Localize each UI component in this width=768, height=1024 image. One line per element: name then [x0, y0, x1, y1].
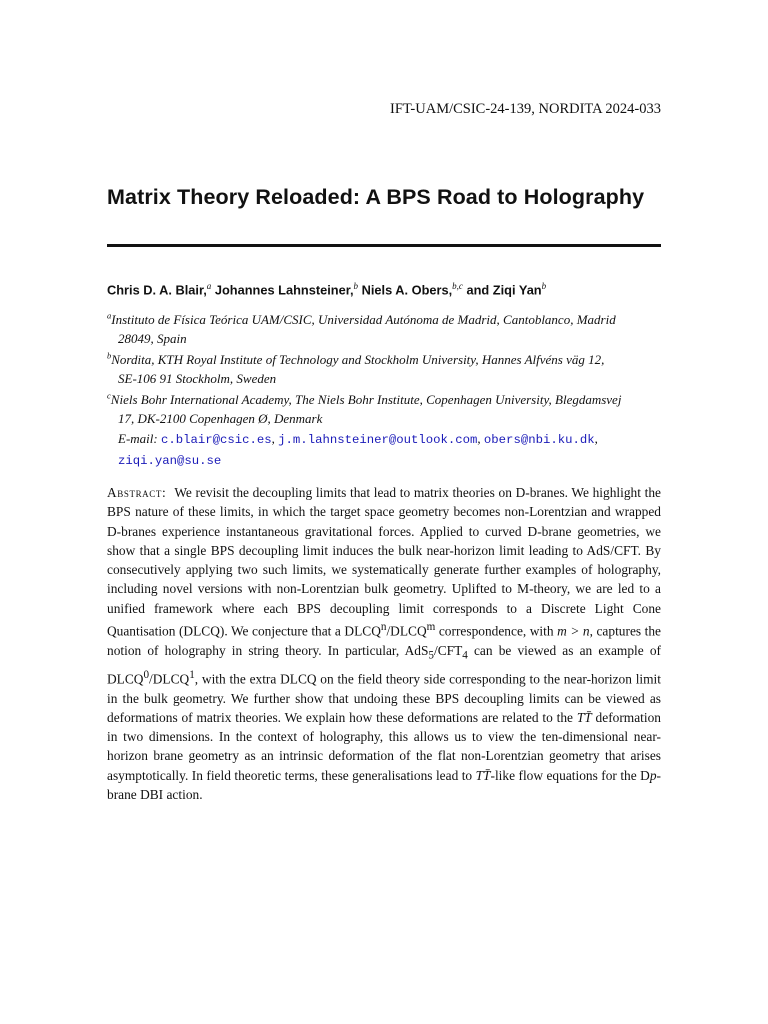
abstract — [107, 483, 661, 804]
abstract-text: , with the extra DLCQ on the field theory side corresponding to the near-horizon limit in the bulk geometry. We further show that undoing these BPS decoupling limits can be viewed as deformations of matrix theories. We explain how these deformations are related to the — [107, 671, 661, 725]
email-block: E-mail: c.blair@csic.es, j.m.lahnsteiner@outlook.com, obers@nbi.ku.dk, ziqi.yan@su.se — [118, 431, 598, 468]
affiliation-line: Instituto de Física Teórica UAM/CSIC, Universidad Autónoma de Madrid, Cantoblanco, Madrid — [111, 312, 616, 327]
author-affil-mark: b — [541, 281, 547, 291]
abstract-text: We revisit the decoupling limits that lead to matrix theories on D-branes. We highlight the BPS nature of these limits, in which the target space geometry becomes non-Lorentzian and wrapped D-branes experience instantaneous gravitational forces. Applied to curved D-brane geometries, we show that a single BPS decoupling limit induces the bulk near-horizon limit leading to AdS/CFT. By consecutively applying two such limits, we systematically generate further examples of holography, including novel versions with non-Lorentzian bulk geometry. Uplifted to M-theory, we are led to a unified framework where each BPS decoupling limit corresponds to a Discrete Light Cone Quantisation (DLCQ). We conjecture that a DLCQ — [107, 485, 661, 639]
abstract-math: p — [649, 767, 657, 783]
abstract-math: TT̄ — [576, 709, 592, 725]
abstract-heading: Abstract: — [107, 485, 167, 500]
abstract-text: -like flow equations for the D — [490, 767, 650, 783]
abstract-math: n — [380, 621, 387, 634]
abstract-math: m > n — [557, 623, 590, 639]
email-label: E-mail: — [118, 431, 158, 446]
paper-title: Matrix Theory Reloaded: A BPS Road to Holography — [107, 185, 645, 209]
affiliation-line: Niels Bohr International Academy, The Niels Bohr Institute, Copenhagen University, Blegdamsvej — [110, 392, 622, 407]
author-affil-mark: b,c — [452, 281, 463, 291]
abstract-text: -brane DBI action. — [107, 767, 661, 803]
affiliation-mark: a — [107, 310, 112, 321]
abstract-math: /DLCQ — [149, 671, 190, 687]
affiliation-line: 17, DK-2100 Copenhagen Ø, Denmark — [118, 411, 323, 426]
abstract-text: can be viewed as an example of DLCQ — [107, 642, 661, 687]
abstract-text: /CFT — [433, 642, 463, 658]
affiliation-line: 28049, Spain — [118, 331, 187, 346]
affiliation-a — [107, 310, 661, 348]
affiliation-mark: c — [107, 390, 111, 401]
affiliation-line: Nordita, KTH Royal Institute of Technology and Stockholm University, Hannes Alfvéns väg 12, — [111, 352, 605, 367]
author-affil-mark: a — [206, 281, 212, 291]
abstract-math: 5 — [428, 649, 434, 662]
author-affil-mark: b — [353, 281, 359, 291]
abstract-math: m — [426, 621, 436, 634]
preprint-number: IFT-UAM/CSIC-24-139, NORDITA 2024-033 — [390, 101, 661, 117]
abstract-math: 1 — [189, 668, 195, 681]
abstract-text: deformation in two dimensions. In the context of holography, this allows us to view the ten-dimensional near-horizon brane geometry as an intrinsic deformation of the flat non-Lorentzian geometry that arises asymptotically. In field theoretic terms, these generalisations lead to — [107, 709, 661, 783]
abstract-math: TT̄ — [475, 767, 491, 783]
author-list — [107, 281, 661, 297]
affiliation-line: SE-106 91 Stockholm, Sweden — [118, 371, 277, 386]
title-rule — [107, 244, 661, 247]
author-name: Johannes Lahnsteiner, — [214, 282, 354, 298]
author-name: and Ziqi Yan — [466, 282, 542, 298]
affiliation-mark: b — [107, 350, 112, 361]
email-link[interactable]: obers@nbi.ku.dk — [483, 433, 595, 447]
author-name: Chris D. A. Blair, — [107, 282, 207, 298]
email-link[interactable]: c.blair@csic.es — [160, 433, 272, 447]
author-name: Niels A. Obers, — [361, 282, 453, 298]
affiliation-b — [107, 350, 661, 388]
abstract-text: , captures the notion of holography in string theory. In particular, AdS — [107, 623, 662, 658]
email-link[interactable]: ziqi.yan@su.se — [118, 454, 222, 468]
abstract-math: 0 — [143, 668, 150, 681]
abstract-math: /DLCQ — [386, 623, 427, 639]
abstract-math: 4 — [462, 649, 468, 662]
affiliation-c — [107, 390, 661, 428]
email-link[interactable]: j.m.lahnsteiner@outlook.com — [278, 433, 478, 447]
abstract-text: correspondence, with — [435, 623, 558, 639]
